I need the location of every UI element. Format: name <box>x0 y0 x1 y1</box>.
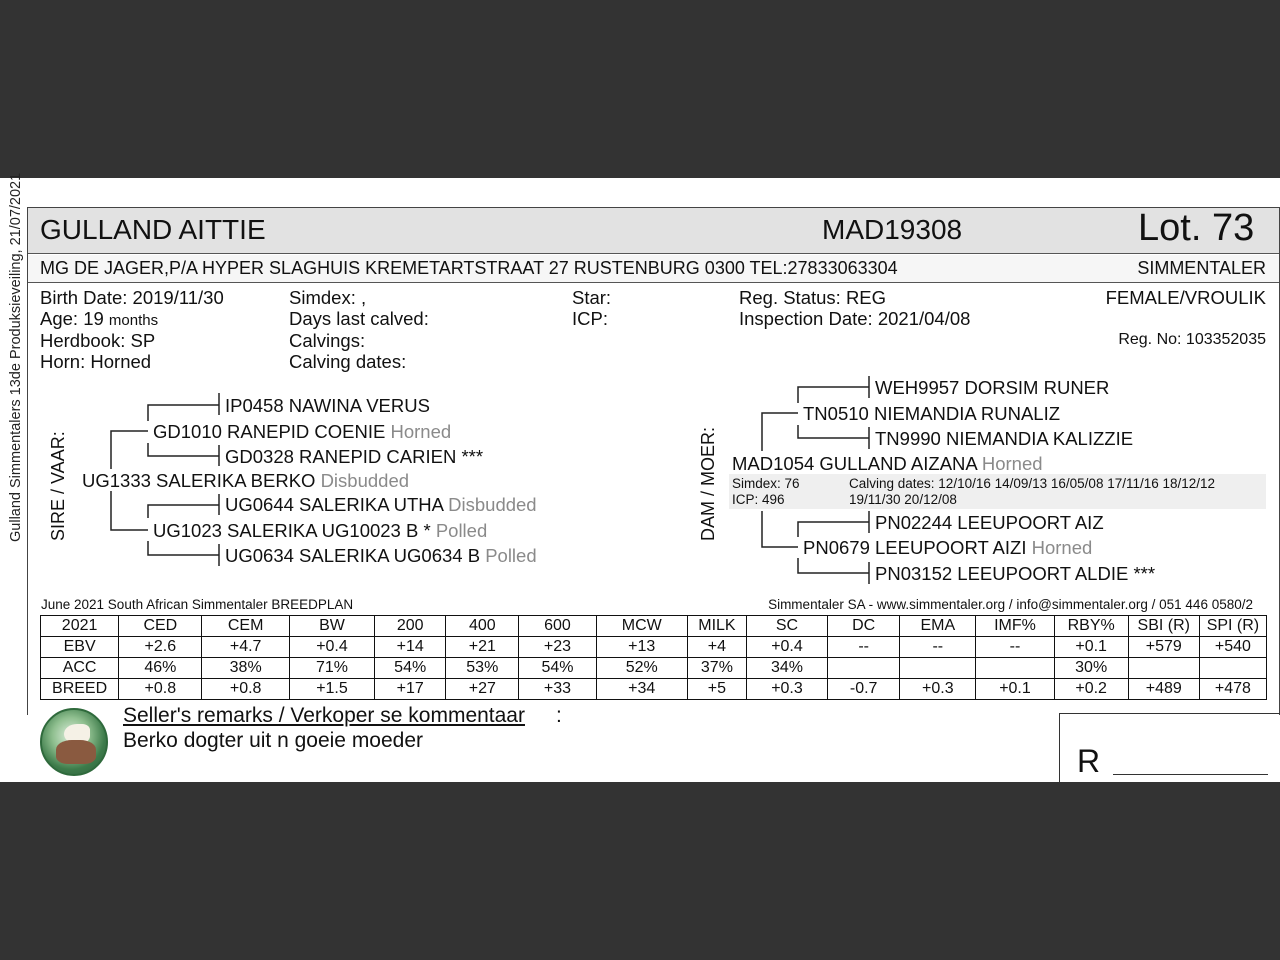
ebv-row-cell-2: +4.7 <box>202 637 289 658</box>
dam-name: MAD1054 GULLAND AIZANA <box>732 453 977 474</box>
sire-sire-note: Horned <box>390 421 452 442</box>
seller-address: MG DE JAGER,P/A HYPER SLAGHUIS KREMETARTSTRAAT 27 RUSTENBURG 0300 TEL:27833063304 <box>40 258 898 278</box>
age <box>40 308 158 330</box>
acc-row-cell-8: 37% <box>687 658 746 679</box>
breed-row-cell-8: +5 <box>687 679 746 700</box>
price-entry-line[interactable] <box>1113 774 1268 775</box>
breed-row-cell-6: +33 <box>519 679 596 700</box>
ebv-row-cell-10: -- <box>828 637 900 658</box>
dam-sire-dam: TN9990 NIEMANDIA KALIZZIE <box>875 428 1134 449</box>
breed-row-cell-7: +34 <box>596 679 687 700</box>
remarks-title-text: Seller's remarks / Verkoper se kommentaar <box>123 704 525 727</box>
ebv-row-cell-12: -- <box>976 637 1054 658</box>
acc-row-cell-1: 46% <box>119 658 202 679</box>
sire-dam-name: UG1023 SALERIKA UG10023 B * <box>153 520 431 541</box>
breed-row-cell-11: +0.3 <box>900 679 976 700</box>
table-header-row-cell-3: BW <box>289 616 374 637</box>
calvings: Calvings: <box>289 330 366 351</box>
acc-row-cell-9: 34% <box>746 658 827 679</box>
dam <box>732 453 1043 475</box>
acc-row-cell-3: 71% <box>289 658 374 679</box>
table-header-row-cell-12: IMF% <box>976 616 1054 637</box>
dam-dam-sire: PN02244 LEEUPOORT AIZ <box>875 512 1104 533</box>
acc-row-cell-5: 53% <box>446 658 519 679</box>
breed-row-cell-4: +17 <box>375 679 446 700</box>
birth-date: Birth Date: 2019/11/30 <box>40 287 224 308</box>
dam-calving-dates-2: 19/11/30 20/12/08 <box>849 492 957 507</box>
acc-row-cell-6: 54% <box>519 658 596 679</box>
star: Star: <box>572 287 612 308</box>
sire-sire-dam: GD0328 RANEPID CARIEN *** <box>225 446 484 467</box>
inspection-date: Inspection Date: 2021/04/08 <box>739 308 971 329</box>
breed-row-cell-12: +0.1 <box>976 679 1054 700</box>
table-header-row-cell-15: SPI (R) <box>1199 616 1266 637</box>
animal-code: MAD19308 <box>822 214 963 245</box>
dam-icp: ICP: 496 <box>732 492 785 507</box>
breed-row-cell-15: +478 <box>1199 679 1266 700</box>
herdbook: Herdbook: SP <box>40 330 156 351</box>
ebv-row-cell-6: +23 <box>519 637 596 658</box>
breed-row-cell-5: +27 <box>446 679 519 700</box>
dam-dam-dam: PN03152 LEEUPOORT ALDIE *** <box>875 563 1156 584</box>
dam-simdex: Simdex: 76 <box>732 476 800 491</box>
breed-label: SIMMENTALER <box>1137 258 1266 278</box>
society-logo <box>40 708 108 776</box>
ebv-row-cell-7: +13 <box>596 637 687 658</box>
remarks-title-colon: : <box>556 704 562 727</box>
logo-cow-shape <box>56 740 96 764</box>
table-header-row-cell-6: 600 <box>519 616 596 637</box>
breed-row-cell-0: BREED <box>41 679 119 700</box>
top-dark-band <box>0 0 1280 178</box>
sire-dam-dam <box>225 545 537 567</box>
ebv-row-cell-11: -- <box>900 637 976 658</box>
side-caption: Gulland Simmentalers 13de Produksieveiling, 21/07/2021 <box>8 172 24 542</box>
table-header-row-cell-8: MILK <box>687 616 746 637</box>
breed-row-cell-3: +1.5 <box>289 679 374 700</box>
sire-dam-sire-note: Disbudded <box>448 494 537 515</box>
price-currency: R <box>1077 743 1101 779</box>
sire-dam-sire-name: UG0644 SALERIKA UTHA <box>225 494 443 515</box>
remarks-text: Berko dogter uit n goeie moeder <box>123 729 424 752</box>
table-header-row-cell-4: 200 <box>375 616 446 637</box>
acc-row-cell-14 <box>1128 658 1199 679</box>
dam-calving-dates-1: Calving dates: 12/10/16 14/09/13 16/05/08 17/11/16 18/12/12 <box>849 476 1216 491</box>
dam-info-box <box>729 474 1266 509</box>
dam-dam-name: PN0679 LEEUPOORT AIZI <box>803 537 1027 558</box>
sire-dam-note: Polled <box>435 520 488 541</box>
breed-row-cell-9: +0.3 <box>746 679 827 700</box>
table-header-row-cell-10: DC <box>828 616 900 637</box>
ebv-row-cell-0: EBV <box>41 637 119 658</box>
sire-sire-name: GD1010 RANEPID COENIE <box>153 421 386 442</box>
acc-row-cell-4: 54% <box>375 658 446 679</box>
ebv-row-cell-14: +579 <box>1128 637 1199 658</box>
simdex: Simdex: , <box>289 287 367 308</box>
breed-row-cell-14: +489 <box>1128 679 1199 700</box>
acc-row-cell-2: 38% <box>202 658 289 679</box>
acc-row-cell-7: 52% <box>596 658 687 679</box>
age-value: Age: 19 <box>40 308 104 329</box>
breed-row-cell-10: -0.7 <box>828 679 900 700</box>
table-header-row-cell-5: 400 <box>446 616 519 637</box>
dam-sire-sire: WEH9957 DORSIM RUNER <box>875 377 1110 398</box>
ebv-row-cell-3: +0.4 <box>289 637 374 658</box>
acc-row-cell-15 <box>1199 658 1266 679</box>
breed-row-cell-2: +0.8 <box>202 679 289 700</box>
sire-label: SIRE / VAAR: <box>48 431 68 541</box>
dam-note: Horned <box>981 453 1043 474</box>
sire-dam-dam-note: Polled <box>485 545 537 566</box>
table-header-row-cell-7: MCW <box>596 616 687 637</box>
remarks-title <box>123 704 525 728</box>
dam-dam-note: Horned <box>1031 537 1093 558</box>
ebv-row-cell-1: +2.6 <box>119 637 202 658</box>
table-header-row-cell-0: 2021 <box>41 616 119 637</box>
days-last-calved: Days last calved: <box>289 308 429 329</box>
ebv-row-cell-8: +4 <box>687 637 746 658</box>
acc-row-cell-11 <box>900 658 976 679</box>
calving-dates: Calving dates: <box>289 351 407 372</box>
reg-number: Reg. No: 103352035 <box>1118 331 1266 348</box>
breed-row-cell-1: +0.8 <box>119 679 202 700</box>
breedplan-table <box>40 615 1267 700</box>
dam-sire: TN0510 NIEMANDIA RUNALIZ <box>803 403 1061 424</box>
sire-note: Disbudded <box>320 470 410 491</box>
sire-dam-sire <box>225 494 537 516</box>
ebv-row-cell-5: +21 <box>446 637 519 658</box>
table-header-row-cell-13: RBY% <box>1054 616 1128 637</box>
acc-row <box>41 658 1267 679</box>
sire-sire-sire: IP0458 NAWINA VERUS <box>225 395 430 416</box>
sire-sire <box>153 421 451 443</box>
ebv-row-cell-9: +0.4 <box>746 637 827 658</box>
table-header-row-cell-1: CED <box>119 616 202 637</box>
acc-row-cell-10 <box>828 658 900 679</box>
sire-name: UG1333 SALERIKA BERKO <box>82 470 316 491</box>
icp: ICP: <box>572 308 608 329</box>
table-header-row-cell-2: CEM <box>202 616 289 637</box>
breedplan-title: June 2021 South African Simmentaler BREEDPLAN <box>41 597 354 612</box>
breedplan-contact: Simmentaler SA - www.simmentaler.org / info@simmentaler.org / 051 446 0580/2 <box>768 597 1253 612</box>
horn-status: Horn: Horned <box>40 351 152 372</box>
sex: FEMALE/VROULIK <box>1105 287 1266 308</box>
table-header-row-cell-14: SBI (R) <box>1128 616 1199 637</box>
ebv-row-cell-4: +14 <box>375 637 446 658</box>
acc-row-cell-12 <box>976 658 1054 679</box>
ebv-row-cell-15: +540 <box>1199 637 1266 658</box>
ebv-row-cell-13: +0.1 <box>1054 637 1128 658</box>
ebv-row <box>41 637 1267 658</box>
reg-status: Reg. Status: REG <box>739 287 887 308</box>
sire-dam-dam-name: UG0634 SALERIKA UG0634 B <box>225 545 481 566</box>
dam-label: DAM / MOER: <box>698 426 718 541</box>
sire-dam <box>153 520 487 542</box>
table-header-row-cell-11: EMA <box>900 616 976 637</box>
lot-number: Lot. 73 <box>1138 207 1255 249</box>
breed-row <box>41 679 1267 700</box>
table-header-row-cell-9: SC <box>746 616 827 637</box>
animal-name: GULLAND AITTIE <box>40 214 266 245</box>
breed-row-cell-13: +0.2 <box>1054 679 1128 700</box>
dam-dam <box>803 537 1092 559</box>
age-unit: months <box>108 312 159 329</box>
sire <box>82 470 409 492</box>
table-header-row <box>41 616 1267 637</box>
acc-row-cell-0: ACC <box>41 658 119 679</box>
acc-row-cell-13: 30% <box>1054 658 1128 679</box>
bottom-dark-band <box>0 782 1280 960</box>
